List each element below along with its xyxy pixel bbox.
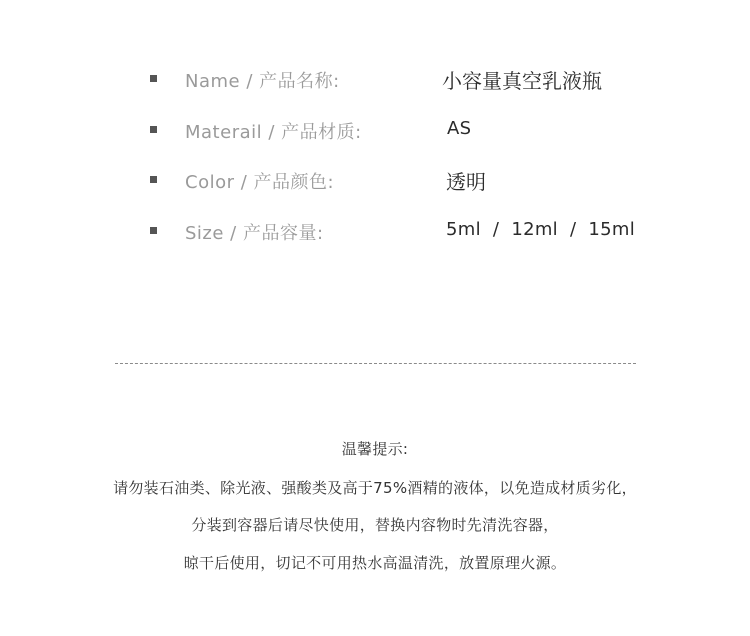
bullet-square-icon [150, 75, 157, 82]
spec-label-color: Color / 产品颜色: [185, 172, 335, 193]
notice-line-2: 分装到容器后请尽快使用，替换内容物时先清洗容器， [191, 516, 559, 534]
spec-label-size: Size / 产品容量: [185, 223, 324, 244]
spec-label-name: Name / 产品名称: [185, 71, 340, 92]
spec-value-color: 透明 [446, 170, 486, 194]
notice-line-1: 请勿装石油类、除光液、强酸类及高于75%酒精的液体，以免造成材质劣化， [113, 479, 637, 497]
spec-row-color [0, 164, 750, 194]
spec-label-material: Materail / 产品材质: [185, 122, 362, 143]
spec-value-name: 小容量真空乳液瓶 [442, 69, 602, 93]
bullet-square-icon [150, 126, 157, 133]
spec-value-size: 5ml / 12ml / 15ml [446, 219, 636, 240]
spec-row-size [0, 215, 750, 245]
spec-row-name [0, 63, 750, 93]
spec-value-material: AS [447, 118, 472, 139]
bullet-square-icon [150, 227, 157, 234]
dashed-divider [115, 363, 636, 364]
notice-line-3: 晾干后使用，切记不可用热水高温清洗，放置原理火源。 [183, 554, 567, 572]
spec-row-material [0, 114, 750, 144]
notice-title: 温馨提示: [341, 440, 409, 458]
bullet-square-icon [150, 176, 157, 183]
